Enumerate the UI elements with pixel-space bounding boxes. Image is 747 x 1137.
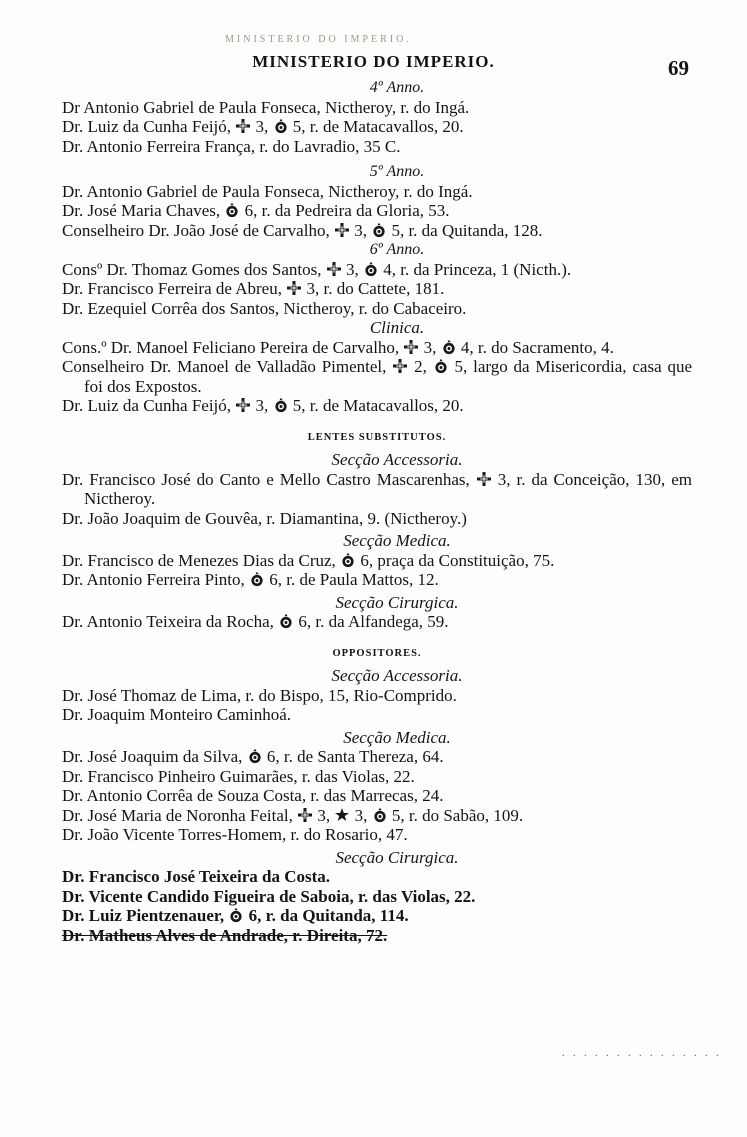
list-item: Dr. Francisco Pinheiro Guimarães, r. das Violas, 22. — [62, 766, 415, 786]
list-item: Dr. Antonio Teixeira da Rocha, 6, r. da Alfandega, 59. — [62, 612, 449, 631]
list-item: Dr. Francisco de Menezes Dias da Cruz, 6, praça da Constituição, 75. — [62, 550, 555, 570]
list-item: Conselheiro Dr. Manoel de Valladão Pimentel, 2, 5, largo da Misericordia, casa que foi dos Expostos. — [62, 357, 693, 396]
group-heading-lentes: LENTES SUBSTITUTOS. — [307, 431, 447, 443]
list-item: Consº Dr. Thomaz Gomes dos Santos, 3, 4, r. da Princeza, 1 (Nicth.). — [62, 259, 572, 279]
page-number: 69 — [668, 56, 689, 80]
rose-order-icon — [273, 397, 289, 413]
rose-order-icon — [340, 552, 356, 568]
rose-order-icon — [371, 222, 387, 238]
list-item: Conselheiro Dr. João José de Carvalho, 3, 5, r. da Quitanda, 128. — [62, 220, 543, 240]
section-heading-accessoria: Secção Accessoria. — [331, 666, 463, 685]
list-item: Dr. Luiz Pientzenauer, 6, r. da Quitanda, 114. — [62, 906, 409, 925]
list-item: Dr. João Joaquim de Gouvêa, r. Diamantina, 9. (Nictheroy.) — [62, 508, 467, 528]
rose-order-icon — [228, 907, 244, 923]
rose-order-icon — [224, 202, 240, 218]
section-heading-5-anno: 5º Anno. — [369, 163, 425, 180]
rose-order-icon — [441, 339, 457, 355]
list-item: Dr. Antonio Gabriel de Paula Fonseca, Nictheroy, r. do Ingá. — [62, 181, 473, 201]
list-item: Dr. Antonio Ferreira França, r. do Lavradio, 35 C. — [62, 136, 401, 156]
cross-order-icon — [326, 261, 342, 277]
cross-order-icon — [334, 222, 350, 238]
list-item: Dr. Luiz da Cunha Feijó, 3, 5, r. de Matacavallos, 20. — [62, 396, 464, 415]
list-item: Dr. Joaquim Monteiro Caminhoá. — [62, 705, 292, 724]
section-heading-cirurgica: Secção Cirurgica. — [335, 847, 459, 867]
list-item: Dr. José Thomaz de Lima, r. do Bispo, 15, Rio-Comprido. — [62, 685, 457, 705]
list-item: Dr. José Maria de Noronha Feital, 3, 3, 5, r. do Sabão, 109. — [62, 805, 524, 825]
star-order-icon — [334, 807, 350, 823]
rose-order-icon — [433, 358, 449, 374]
list-item: Dr. Ezequiel Corrêa dos Santos, Nictheroy, r. do Cabaceiro. — [62, 298, 467, 318]
list-item: Dr. Francisco José do Canto e Mello Castro Mascarenhas, 3, r. da Conceição, 130, em Nictheroy. — [62, 469, 693, 508]
list-item: Dr. Antonio Corrêa de Souza Costa, r. das Marrecas, 24. — [62, 786, 444, 805]
rose-order-icon — [273, 118, 289, 134]
rose-order-icon — [363, 261, 379, 277]
section-heading-medica: Secção Medica. — [343, 531, 451, 550]
section-heading-medica: Secção Medica. — [343, 727, 451, 747]
list-item: Dr. Francisco José Teixeira da Costa. — [62, 867, 331, 886]
rose-order-icon — [247, 748, 263, 764]
list-item: Cons.º Dr. Manoel Feliciano Pereira de Carvalho, 3, 4, r. do Sacramento, 4. — [62, 337, 614, 357]
trailing-dots: . . . . . . . . . . . . . . . — [562, 1048, 722, 1059]
list-item: Dr. Matheus Alves de Andrade, r. Direita, 72. — [62, 925, 388, 945]
list-item: Dr. João Vicente Torres-Homem, r. do Rosario, 47. — [62, 825, 408, 844]
rose-order-icon — [372, 807, 388, 823]
running-head-bleed: MINISTERIO DO IMPERIO. — [225, 34, 412, 45]
list-item: Dr. Vicente Candido Figueira de Saboia, r. das Violas, 22. — [62, 886, 476, 906]
list-item: Dr. José Maria Chaves, 6, r. da Pedreira da Gloria, 53. — [62, 201, 450, 220]
list-item: Dr. José Joaquim da Silva, 6, r. de Santa Thereza, 64. — [62, 747, 444, 766]
list-item: Dr. Francisco Ferreira de Abreu, 3, r. do Cattete, 181. — [62, 279, 445, 298]
section-heading-6-anno: 6º Anno. — [369, 241, 425, 258]
cross-order-icon — [235, 118, 251, 134]
section-heading-cirurgica: Secção Cirurgica. — [335, 592, 459, 612]
section-heading-clinica: Clinica. — [369, 318, 425, 337]
rose-order-icon — [278, 613, 294, 629]
cross-order-icon — [403, 339, 419, 355]
list-item: Dr. Luiz da Cunha Feijó, 3, 5, r. de Matacavallos, 20. — [62, 117, 464, 136]
cross-order-icon — [297, 807, 313, 823]
cross-order-icon — [476, 471, 492, 487]
cross-order-icon — [235, 397, 251, 413]
list-item: Dr. Antonio Ferreira Pinto, 6, r. de Paula Mattos, 12. — [62, 570, 439, 589]
page-content — [62, 78, 692, 945]
group-heading-oppositores: OPPOSITORES. — [332, 647, 422, 659]
section-heading-4-anno: 4º Anno. — [369, 79, 425, 96]
page-title: MINISTERIO DO IMPERIO. — [252, 52, 495, 71]
cross-order-icon — [392, 358, 408, 374]
list-item: Dr Antonio Gabriel de Paula Fonseca, Nictheroy, r. do Ingá. — [62, 97, 470, 117]
cross-order-icon — [286, 280, 302, 296]
section-heading-accessoria: Secção Accessoria. — [331, 450, 463, 469]
rose-order-icon — [249, 571, 265, 587]
